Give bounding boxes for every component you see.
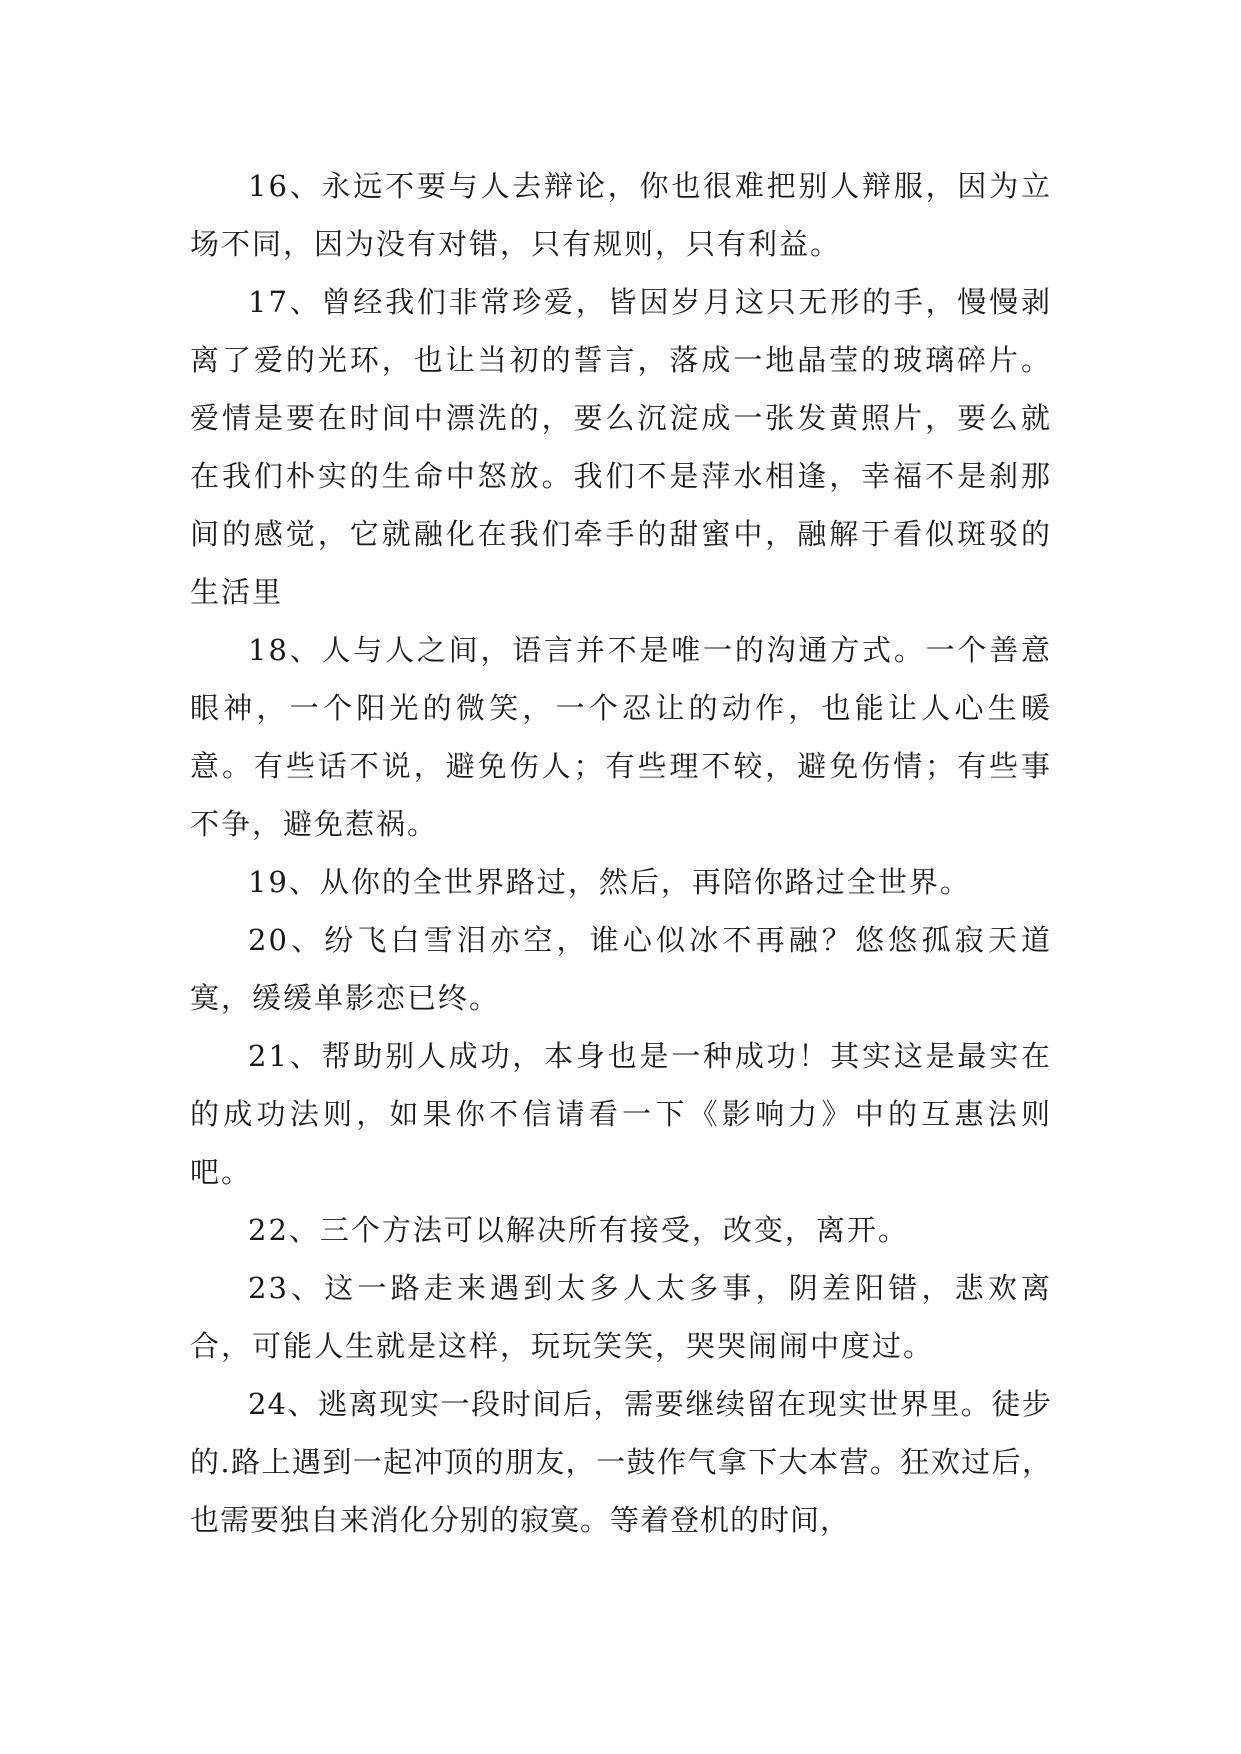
document-body	[190, 157, 1052, 1549]
paragraph-16: 16、永远不要与人去辩论，你也很难把别人辩服，因为立场不同，因为没有对错，只有规则，只有利益。	[190, 169, 1052, 261]
paragraph-19: 19、从你的全世界路过，然后，再陪你路过全世界。	[248, 865, 971, 899]
paragraph-18: 18、人与人之间，语言并不是唯一的沟通方式。一个善意眼神，一个阳光的微笑，一个忍让的动作，也能让人心生暖意。有些话不说，避免伤人；有些理不较，避免伤情；有些事不争，避免惹祸。	[190, 633, 1052, 841]
paragraph-22: 22、三个方法可以解决所有接受，改变，离开。	[248, 1213, 909, 1247]
paragraph-24: 24、逃离现实一段时间后，需要继续留在现实世界里。徒步的.路上遇到一起冲顶的朋友，一鼓作气拿下大本营。狂欢过后，也需要独自来消化分别的寂寞。等着登机的时间，	[190, 1387, 1052, 1537]
paragraph-20: 20、纷飞白雪泪亦空，谁心似冰不再融？悠悠孤寂天道寞，缓缓单影恋已终。	[190, 923, 1052, 1015]
paragraph-21: 21、帮助别人成功，本身也是一种成功！其实这是最实在的成功法则，如果你不信请看一下《影响力》中的互惠法则吧。	[190, 1039, 1052, 1189]
paragraph-23: 23、这一路走来遇到太多人太多事，阴差阳错，悲欢离合，可能人生就是这样，玩玩笑笑，哭哭闹闹中度过。	[190, 1271, 1052, 1363]
paragraph-17: 17、曾经我们非常珍爱，皆因岁月这只无形的手，慢慢剥离了爱的光环，也让当初的誓言，落成一地晶莹的玻璃碎片。爱情是要在时间中漂洗的，要么沉淀成一张发黄照片，要么就在我们朴实的生命中怒放。我们不是萍水相逢，幸福不是刹那间的感觉，它就融化在我们牵手的甜蜜中，融解于看似斑驳的生活里	[190, 285, 1052, 609]
